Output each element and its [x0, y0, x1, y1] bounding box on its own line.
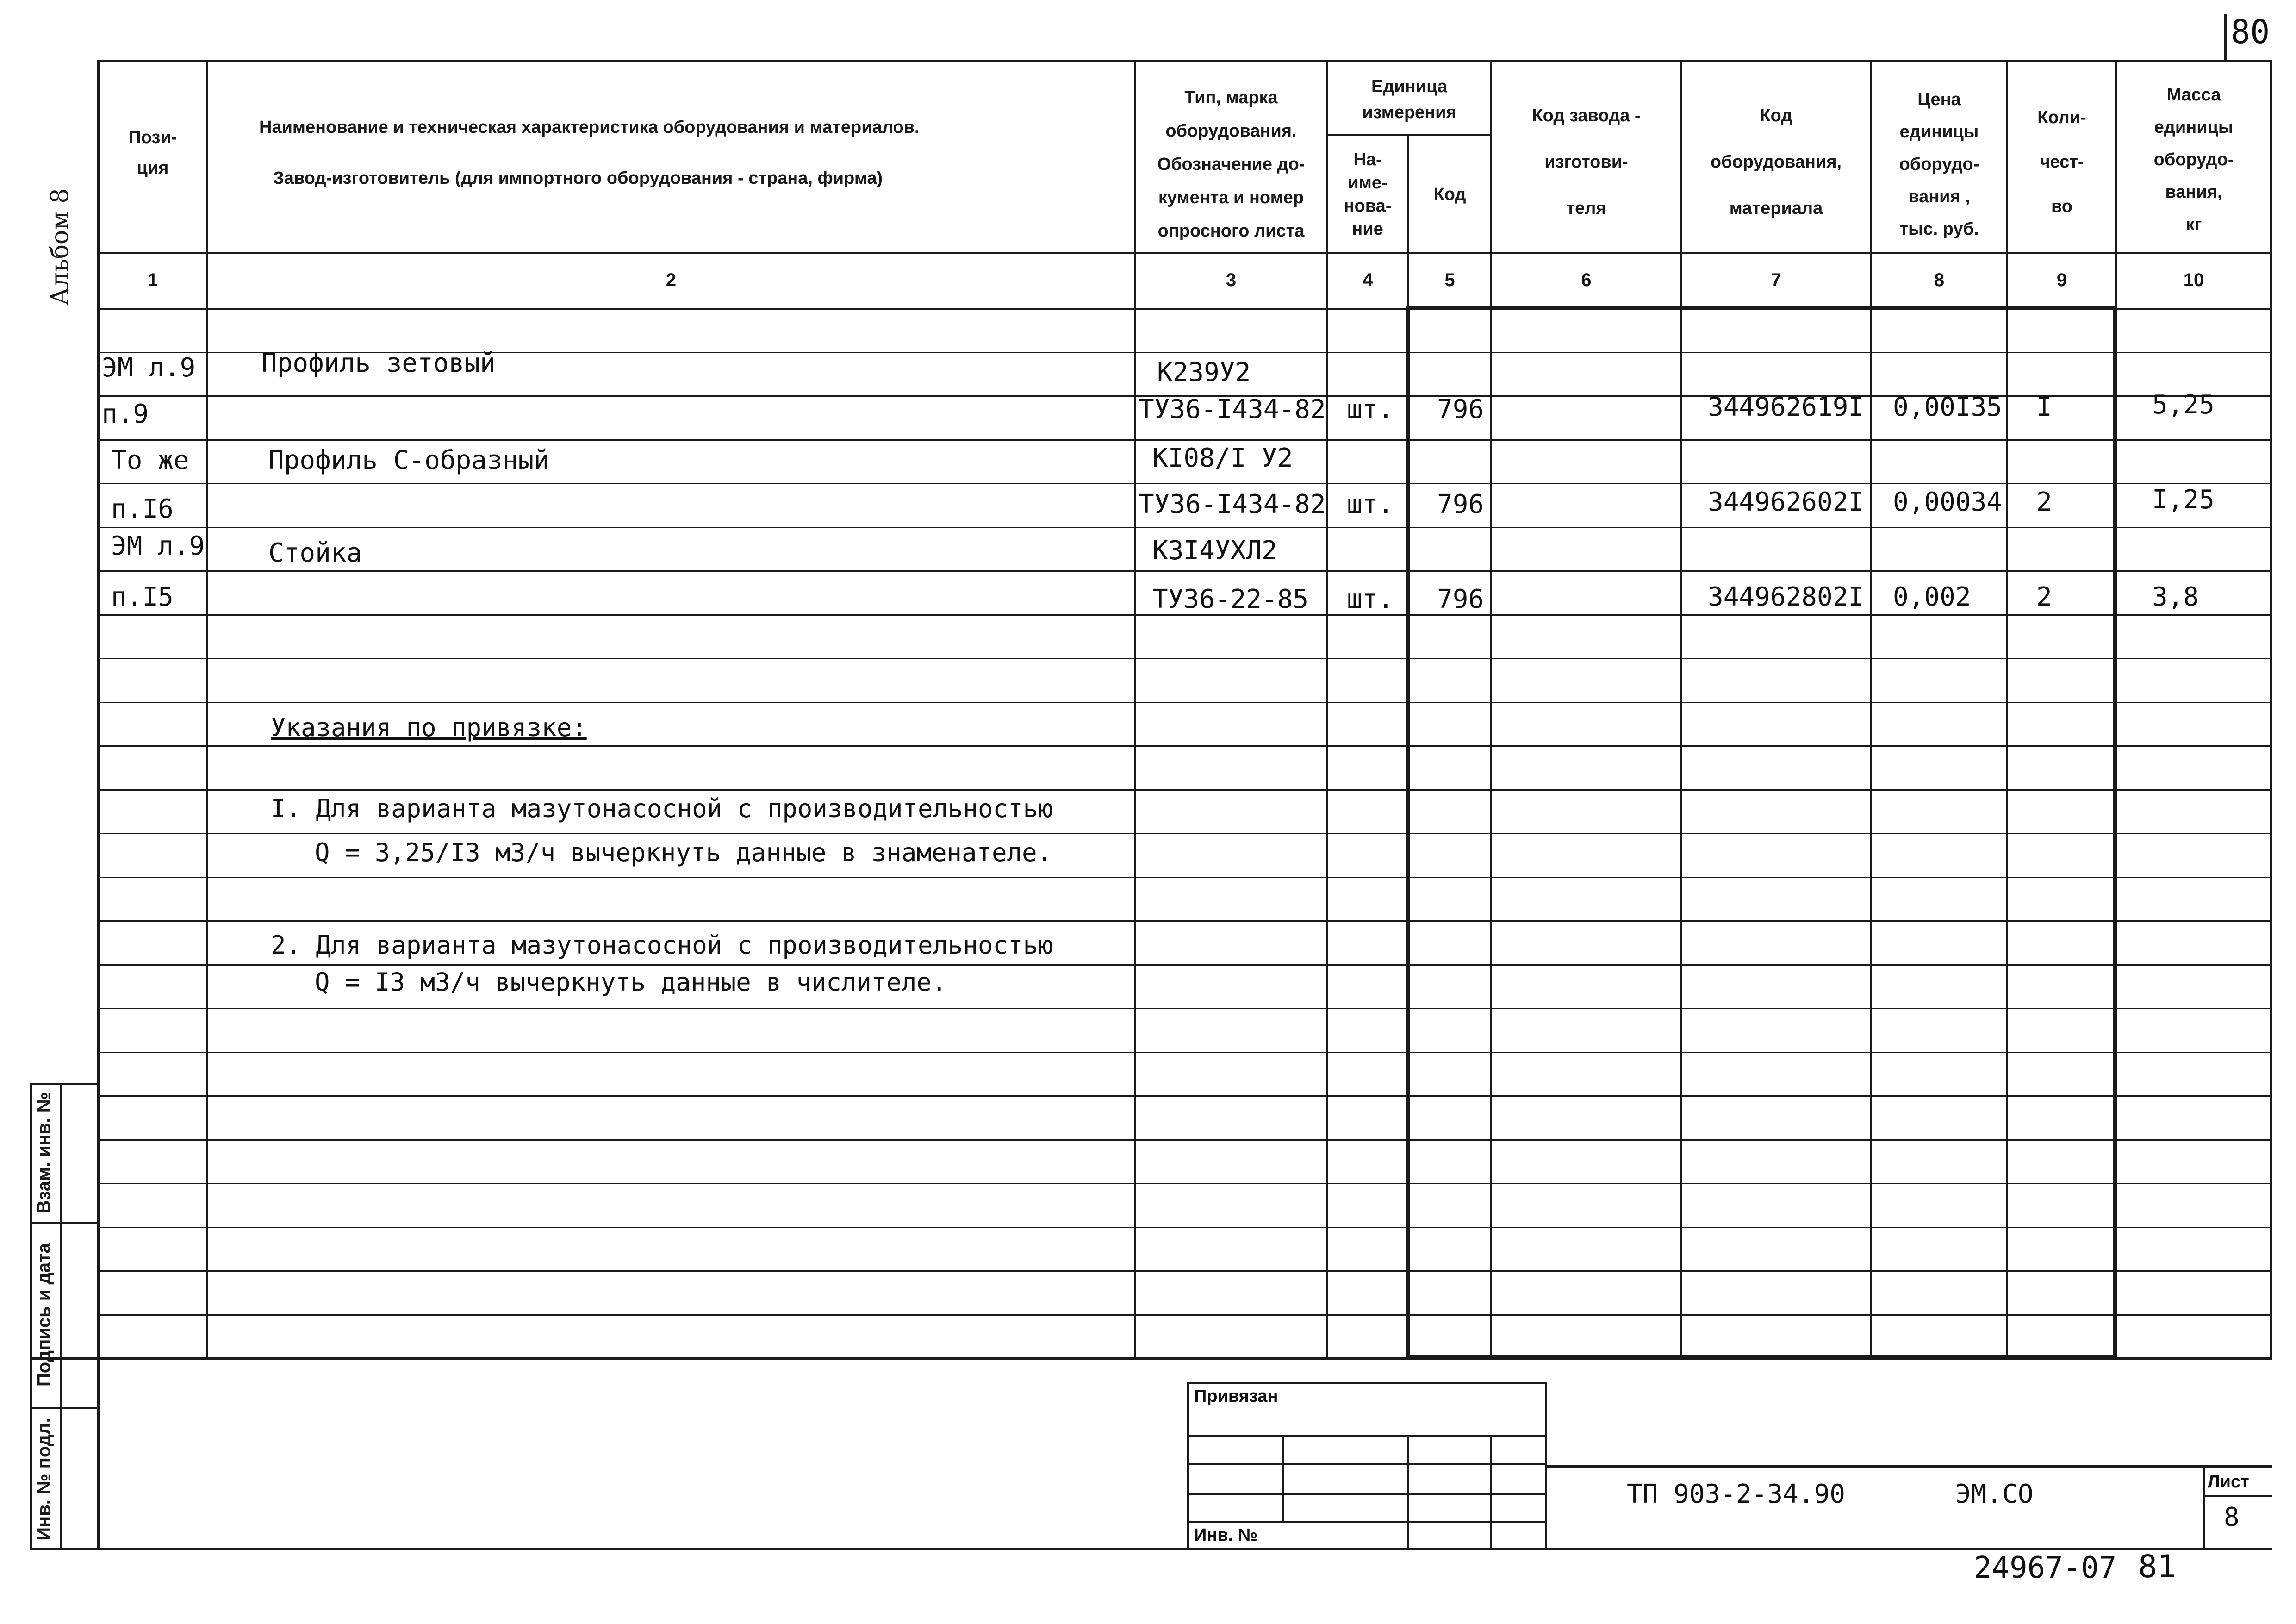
table-row-price: 0,00034 [1893, 487, 2003, 517]
table-row-mass: I,25 [2152, 485, 2215, 515]
album-label: Альбом 8 [46, 188, 74, 306]
stamp-inv-no: Инв. № [1194, 1525, 1258, 1545]
table-row-code: 796 [1437, 489, 1484, 519]
header-unit-code: Код [1433, 185, 1466, 204]
table-row-type: КI08/I У2 [1152, 443, 1293, 473]
notes-heading: Указания по привязке: [271, 713, 587, 742]
table-row-type: ТУ36-22-85 [1152, 584, 1309, 614]
sheet-label: Лист [2208, 1472, 2249, 1492]
stamp-inv-zam: Взам. инв. № [34, 1092, 54, 1214]
table-row-code: 796 [1437, 394, 1484, 425]
table-row-pos: п.I6 [111, 494, 174, 524]
col-number-1: 1 [147, 270, 158, 290]
table-row-unit: шт. [1347, 584, 1394, 614]
header-type: Тип, марка оборудования. Обозначение до- кумента и номер опросного листа [1157, 88, 1305, 241]
header-name: Наименование и техническая характеристика оборудования и материалов. Завод-изготовитель (для импортного оборудования - страна, фирма) [259, 118, 920, 188]
header-equipment-code: Код оборудования, материала [1710, 106, 1842, 218]
header-unit-name: На- име- нова- ние [1344, 150, 1392, 239]
table-row-pos: п.9 [102, 399, 149, 429]
note-2-line-2: Q = I3 м3/ч вычеркнуть данные в числителе. [315, 968, 947, 997]
col-number-4: 4 [1362, 270, 1373, 290]
corner-page-number: 80 [2231, 13, 2270, 51]
table-row-type: ТУ36-I434-82 [1139, 394, 1326, 425]
bottom-code: 24967-07 [1974, 1551, 2117, 1585]
header-mass: Масса единицы оборудо- вания, кг [2153, 85, 2234, 234]
table-row-name: Профиль С-образный [268, 445, 549, 475]
table-row-pos: ЭМ л.9 [111, 531, 205, 561]
table-row-type: ТУ36-I434-82 [1139, 489, 1326, 519]
note-1-line-2: Q = 3,25/I3 м3/ч вычеркнуть данные в знаменателе. [315, 838, 1052, 867]
col-number-8: 8 [1934, 270, 1945, 290]
col-number-10: 10 [2183, 270, 2204, 290]
table-row-mass: 5,25 [2152, 390, 2215, 420]
bottom-page-number: 81 [2138, 1549, 2176, 1585]
table-row-equip: 344962619I [1708, 392, 1864, 422]
header-unit: Единица измерения [1362, 77, 1456, 122]
table-row-unit: шт. [1347, 489, 1394, 519]
col-number-5: 5 [1444, 270, 1455, 290]
table-row-price: 0,00I35 [1893, 392, 2003, 422]
table-row-pos: То же [111, 445, 189, 475]
sheet-number: 8 [2224, 1502, 2240, 1532]
table-row-mass: 3,8 [2152, 582, 2199, 612]
col-number-9: 9 [2056, 270, 2067, 290]
col-number-2: 2 [666, 270, 677, 290]
table-row-qty: I [2036, 392, 2052, 422]
note-2-line-1: 2. Для варианта мазутонасосной с производительностью [271, 931, 1053, 960]
header-plant-code: Код завода - изготови- теля [1532, 106, 1641, 218]
table-row-equip: 344962602I [1708, 487, 1864, 517]
col-number-3: 3 [1226, 270, 1237, 290]
table-row-type: К3I4УХЛ2 [1152, 536, 1277, 566]
table-row-type: К239У2 [1157, 357, 1251, 387]
table-row-pos: п.I5 [111, 582, 174, 612]
table-row-unit: шт. [1347, 394, 1394, 425]
table-row-price: 0,002 [1893, 582, 1971, 612]
header-quantity: Коли- чест- во [2037, 108, 2086, 216]
col-number-6: 6 [1581, 270, 1592, 290]
note-1-line-1: I. Для варианта мазутонасосной с производительностью [271, 794, 1053, 823]
header-price: Цена единицы оборудо- вания , тыс. руб. [1899, 90, 1979, 239]
doc-mark: ЭМ.СО [1955, 1479, 2034, 1509]
stamp-sign-date: Подпись и дата [34, 1243, 54, 1387]
table-row-code: 796 [1437, 584, 1484, 614]
header-position: Пози- ция [128, 128, 177, 178]
table-row-name: Профиль зетовый [261, 348, 496, 378]
table-row-pos: ЭМ л.9 [102, 353, 196, 383]
table-row-equip: 344962802I [1708, 582, 1864, 612]
table-row-name: Стойка [268, 538, 362, 568]
stamp-inv-podl: Инв. № подл. [34, 1418, 54, 1541]
col-number-7: 7 [1771, 270, 1781, 290]
stamp-privyazan: Привязан [1194, 1387, 1278, 1406]
table-row-qty: 2 [2036, 487, 2052, 517]
doc-code: ТП 903-2-34.90 [1627, 1479, 1846, 1509]
table-row-qty: 2 [2036, 582, 2052, 612]
